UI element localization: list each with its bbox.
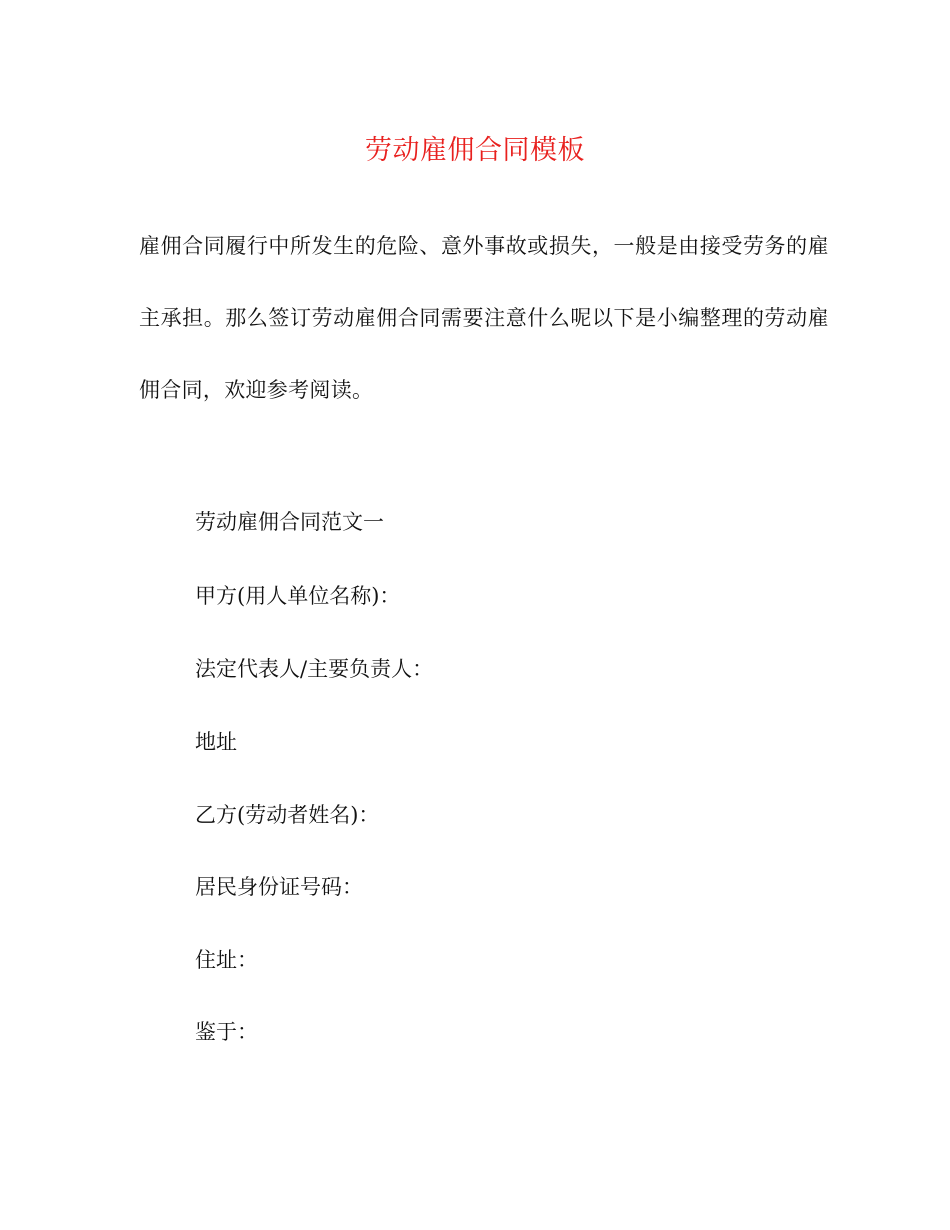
legal-representative-field: 法定代表人/主要负责人： bbox=[195, 657, 434, 681]
intro-paragraph: 雇佣合同履行中所发生的危险、意外事故或损失，一般是由接受劳务的雇主承担。那么签订劳动雇佣合同需要注意什么呢以下是小编整理的劳动雇佣合同，欢迎参考阅读。 bbox=[139, 234, 829, 402]
document-title: 劳动雇佣合同模板 bbox=[365, 135, 585, 166]
residence-field: 住址： bbox=[195, 948, 258, 972]
party-a-name-field: 甲方(用人单位名称)： bbox=[195, 584, 401, 608]
id-number-field: 居民身份证号码： bbox=[195, 875, 363, 899]
party-b-name-field: 乙方(劳动者姓名)： bbox=[195, 803, 380, 827]
section-heading: 劳动雇佣合同范文一 bbox=[195, 510, 384, 534]
whereas-clause: 鉴于： bbox=[195, 1020, 258, 1044]
address-field: 地址 bbox=[195, 730, 237, 754]
